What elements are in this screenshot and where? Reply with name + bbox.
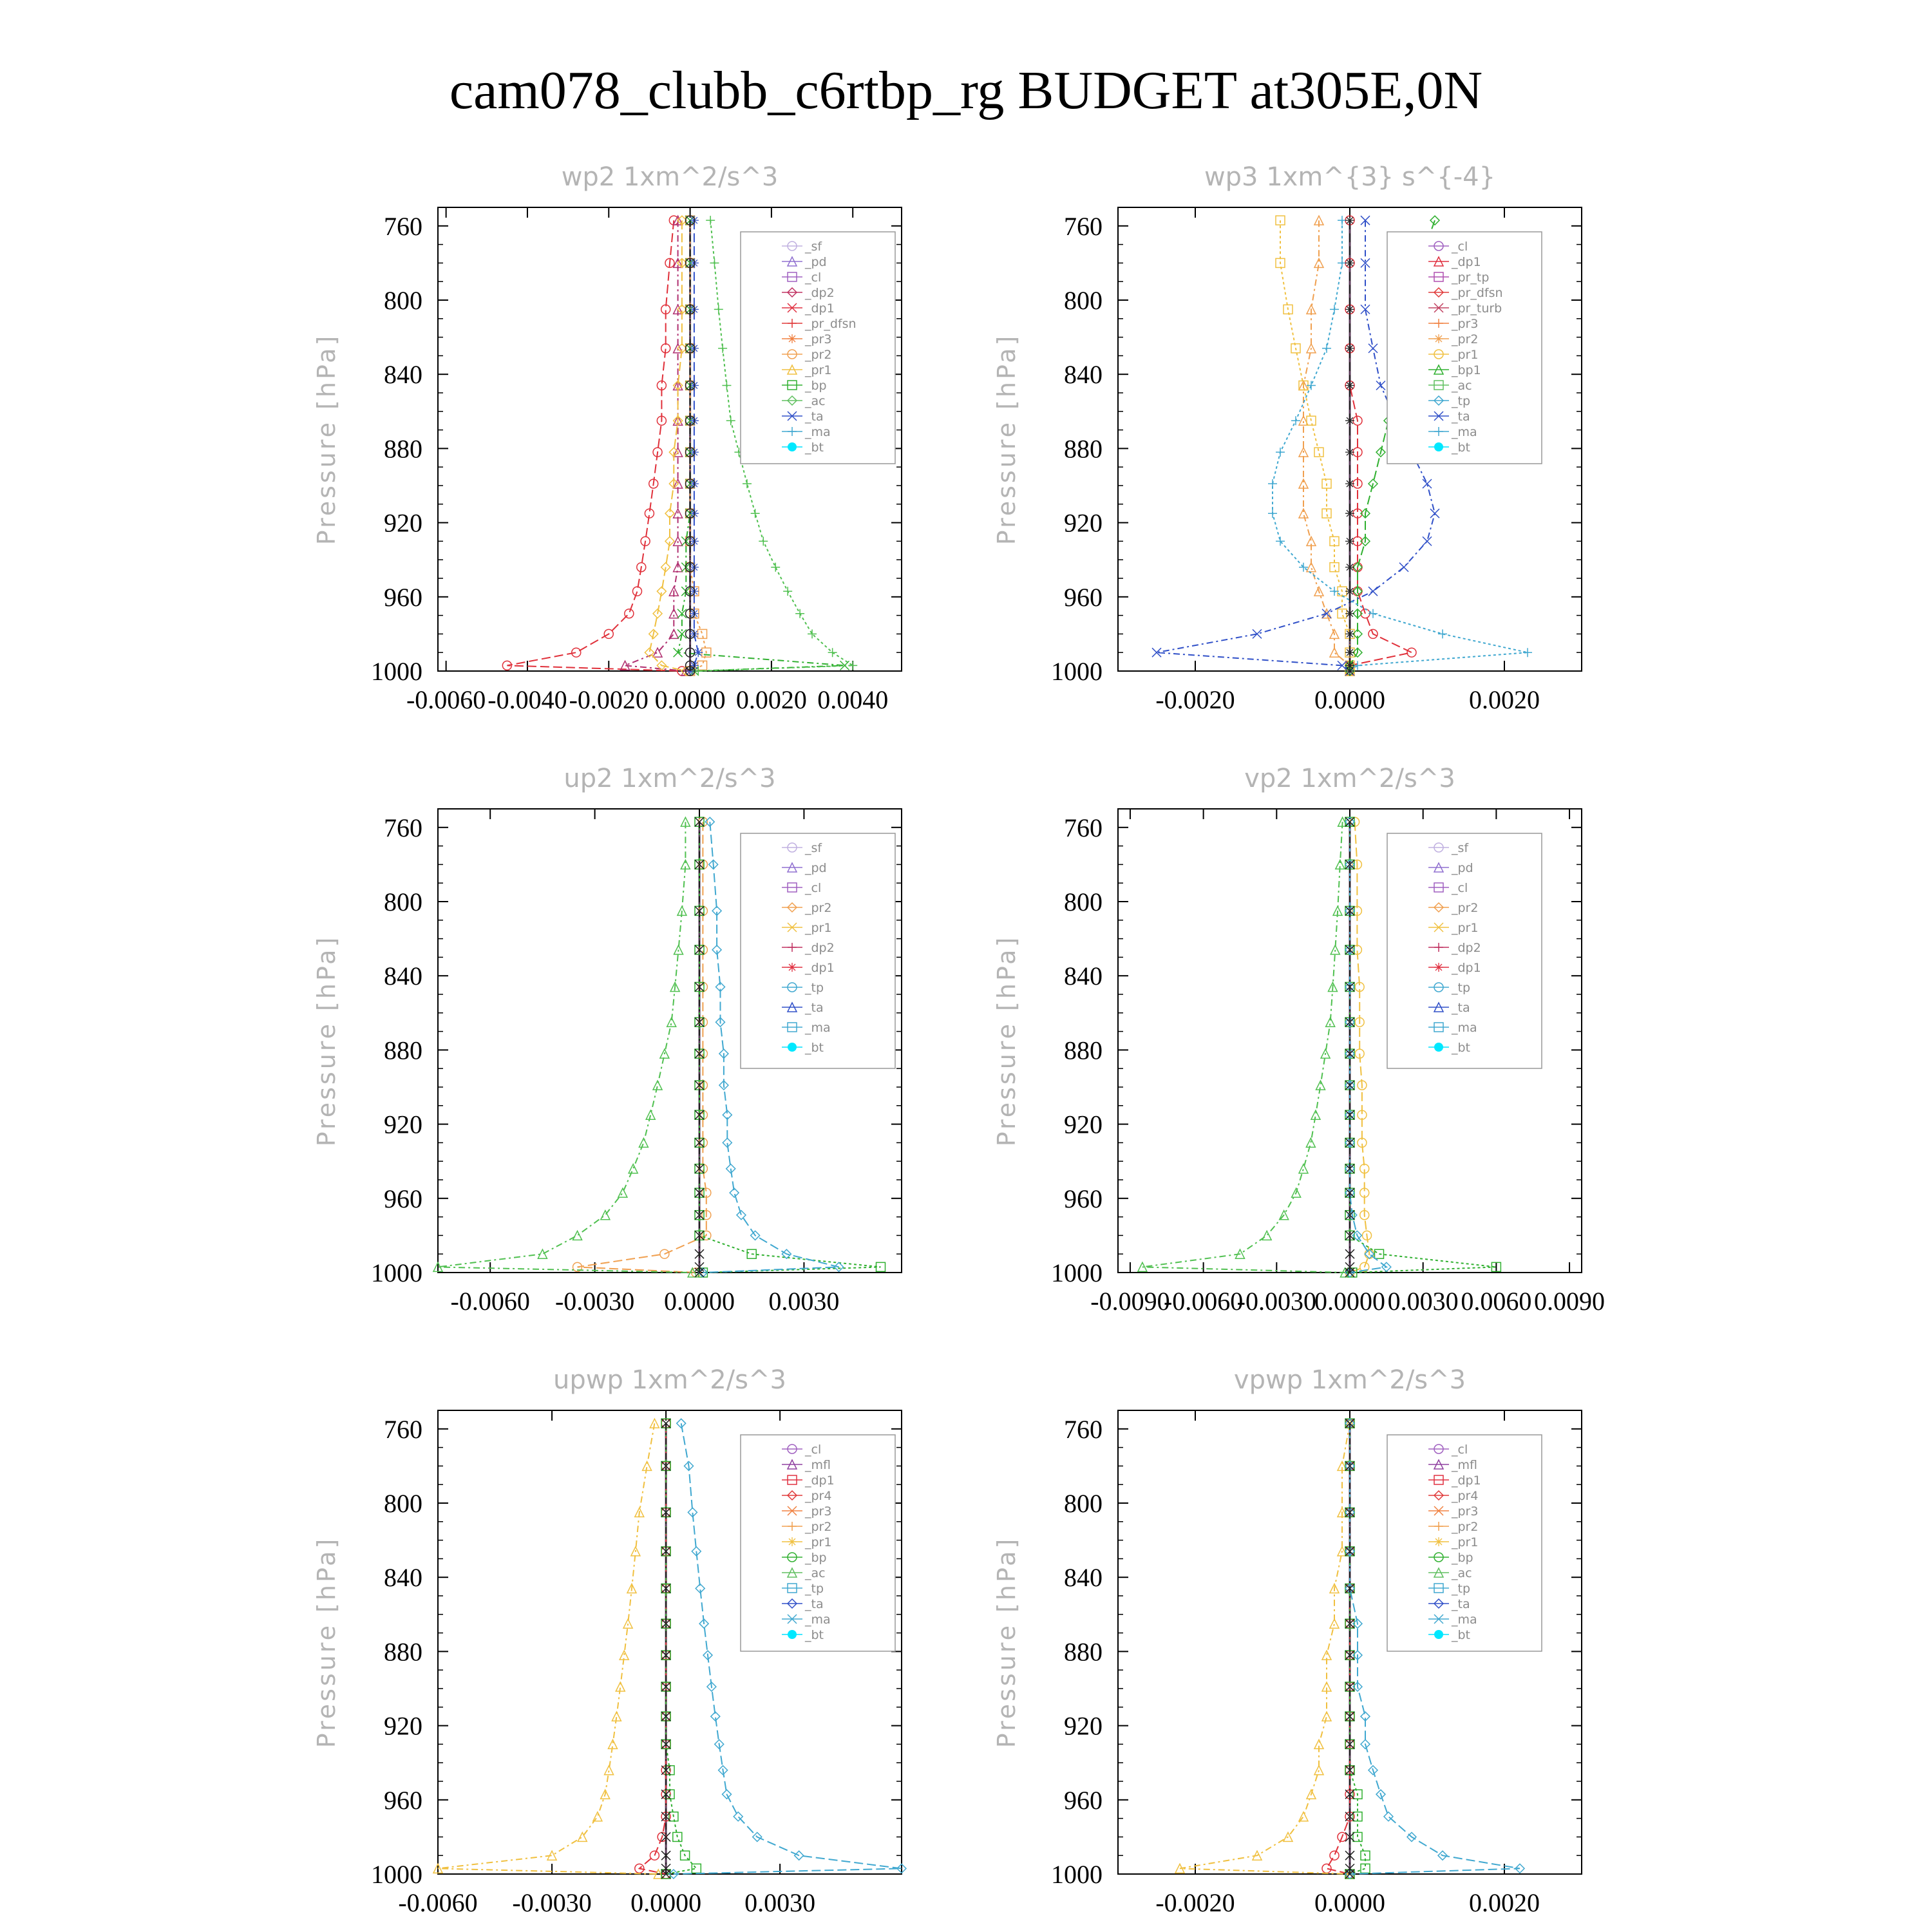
panel-title: upwp 1xm^2/s^3 xyxy=(553,1365,786,1395)
data-point xyxy=(718,344,727,353)
legend-label: _dp2 xyxy=(805,286,835,300)
series-line-pr2 xyxy=(1303,220,1350,671)
legend-swatch-marker xyxy=(788,334,797,343)
legend-swatch-marker xyxy=(788,1043,797,1052)
y-tick-label: 880 xyxy=(384,1637,422,1667)
data-point xyxy=(710,258,719,267)
y-tick-label: 1000 xyxy=(371,1860,422,1889)
data-point xyxy=(1268,479,1277,488)
data-point xyxy=(1345,479,1354,488)
data-point xyxy=(1345,344,1354,353)
y-tick-label: 1000 xyxy=(1051,657,1103,686)
legend-label: _dp1 xyxy=(1452,1473,1481,1488)
y-tick-label: 960 xyxy=(1064,1184,1103,1213)
legend-label: _bp xyxy=(805,379,827,393)
data-point xyxy=(1345,381,1354,390)
series-line-pr1 xyxy=(1180,1423,1350,1874)
data-point xyxy=(1345,448,1354,457)
series-line-pr4 xyxy=(1327,1423,1350,1874)
y-tick-label: 800 xyxy=(384,1489,422,1518)
x-tick-label: 0.0000 xyxy=(1314,1287,1385,1316)
plot-panel-4 xyxy=(992,764,1605,1316)
x-tick-label: -0.0030 xyxy=(554,1287,635,1316)
legend-label: _ma xyxy=(805,1613,831,1627)
y-tick-label: 1000 xyxy=(1051,1258,1103,1287)
legend-label: _bt xyxy=(805,1628,824,1642)
series-line-dp1 xyxy=(1142,822,1345,1273)
y-tick-label: 840 xyxy=(1064,1563,1103,1593)
y-tick-label: 840 xyxy=(384,1563,422,1593)
y-tick-label: 760 xyxy=(1064,813,1103,842)
legend-label: _dp1 xyxy=(805,961,835,975)
y-tick-label: 960 xyxy=(1064,1785,1103,1815)
legend-label: _pr1 xyxy=(805,921,832,935)
legend-label: _dp2 xyxy=(1452,941,1481,955)
series-line-pr3 xyxy=(690,220,706,671)
x-tick-label: -0.0020 xyxy=(1155,1888,1235,1917)
y-tick-label: 760 xyxy=(384,813,422,842)
legend-label: _ac xyxy=(805,394,826,408)
legend-label: _pr4 xyxy=(1452,1489,1479,1503)
data-point xyxy=(1345,536,1354,545)
legend-label: _pr_turb xyxy=(1452,301,1502,316)
y-tick-label: 800 xyxy=(1064,1489,1103,1518)
y-tick-label: 1000 xyxy=(371,657,422,686)
series-line-pr2 xyxy=(578,822,706,1273)
legend-label: _bt xyxy=(805,440,824,455)
y-axis-label: Pressure [hPa] xyxy=(992,333,1021,545)
legend-label: _pr4 xyxy=(805,1489,832,1503)
legend-label: _ta xyxy=(805,410,824,424)
data-point xyxy=(1276,536,1285,545)
legend-label: _ac xyxy=(805,1566,826,1580)
data-point xyxy=(639,1138,648,1147)
data-point xyxy=(1345,416,1354,425)
panel-title: wp3 1xm^{3} s^{-4} xyxy=(1204,162,1496,192)
x-tick-label: 0.0040 xyxy=(817,685,889,714)
data-point xyxy=(1338,258,1347,267)
legend-label: _ta xyxy=(1452,1597,1470,1611)
legend-label: _dp1 xyxy=(805,1473,835,1488)
data-point xyxy=(1423,536,1432,545)
legend-swatch-marker xyxy=(1434,1043,1443,1052)
series-line-pr1 xyxy=(438,1423,658,1874)
data-point xyxy=(1345,258,1354,267)
legend-swatch-marker xyxy=(1434,1537,1443,1546)
data-point xyxy=(1523,648,1532,657)
x-tick-label: -0.0040 xyxy=(488,685,567,714)
data-point xyxy=(1306,1138,1315,1147)
data-point xyxy=(1345,305,1354,314)
legend-label: _dp1 xyxy=(1452,961,1481,975)
y-tick-label: 880 xyxy=(1064,1036,1103,1065)
legend-label: _bp xyxy=(805,1551,827,1565)
legend-label: _pr2 xyxy=(805,1520,832,1534)
legend-label: _dp1 xyxy=(1452,255,1481,269)
legend-label: _pr_dfsn xyxy=(805,317,857,331)
data-point xyxy=(848,661,857,670)
data-point xyxy=(1345,629,1354,638)
data-point xyxy=(1345,667,1354,676)
legend-label: _ac xyxy=(1452,1566,1472,1580)
y-tick-label: 920 xyxy=(384,1711,422,1741)
data-point xyxy=(618,1188,627,1197)
y-tick-label: 760 xyxy=(1064,211,1103,241)
plot-panel-5 xyxy=(312,1365,906,1917)
data-point xyxy=(1345,216,1354,225)
data-point xyxy=(625,609,634,618)
legend-swatch-marker xyxy=(1434,442,1443,451)
data-point xyxy=(1345,648,1354,657)
data-point xyxy=(1399,563,1408,572)
data-point xyxy=(1376,381,1385,390)
data-point xyxy=(1322,609,1331,618)
y-tick-label: 800 xyxy=(1064,286,1103,315)
data-point xyxy=(653,1081,662,1090)
y-tick-label: 920 xyxy=(1064,508,1103,538)
legend-label: _cl xyxy=(805,270,822,285)
data-point xyxy=(783,587,792,596)
data-point xyxy=(751,509,760,518)
panel-title: up2 1xm^2/s^3 xyxy=(564,764,776,793)
y-axis-label: Pressure [hPa] xyxy=(312,1536,341,1748)
data-point xyxy=(674,648,683,657)
y-tick-label: 800 xyxy=(384,887,422,916)
x-tick-label: -0.0020 xyxy=(1155,685,1235,714)
y-tick-label: 840 xyxy=(1064,360,1103,390)
x-tick-label: 0.0000 xyxy=(630,1888,702,1917)
data-point xyxy=(623,1619,632,1628)
legend-label: _ma xyxy=(1452,1613,1477,1627)
series-line-pr1 xyxy=(1280,220,1350,671)
data-point xyxy=(743,479,752,488)
y-tick-label: 880 xyxy=(384,434,422,464)
x-tick-label: 0.0020 xyxy=(1469,1888,1540,1917)
y-tick-label: 1000 xyxy=(371,1258,422,1287)
y-axis-label: Pressure [hPa] xyxy=(992,934,1021,1147)
x-tick-label: 0.0030 xyxy=(1387,1287,1459,1316)
data-point xyxy=(1299,1164,1308,1173)
y-tick-label: 840 xyxy=(1064,961,1103,991)
legend-label: _pr2 xyxy=(805,348,832,362)
legend-label: _cl xyxy=(1452,240,1468,254)
x-tick-label: 0.0060 xyxy=(1461,1287,1532,1316)
series-line-bp xyxy=(666,1423,696,1874)
legend-label: _bp1 xyxy=(1452,363,1481,377)
figure-title: cam078_clubb_c6rtbp_rg BUDGET at305E,0N xyxy=(449,61,1483,120)
legend-swatch-marker xyxy=(788,1537,797,1546)
y-axis-label: Pressure [hPa] xyxy=(992,1536,1021,1748)
data-point xyxy=(726,416,735,425)
legend-label: _pr1 xyxy=(805,1535,832,1549)
data-point xyxy=(1368,344,1378,353)
data-point xyxy=(1268,509,1277,518)
data-point xyxy=(573,1231,582,1240)
data-point xyxy=(1338,216,1347,225)
legend-label: _pr3 xyxy=(805,1504,832,1519)
legend-label: _dp2 xyxy=(805,941,835,955)
data-point xyxy=(1314,448,1323,457)
y-tick-label: 920 xyxy=(1064,1711,1103,1741)
legend-label: _pr2 xyxy=(1452,901,1479,915)
legend-label: _sf xyxy=(1452,841,1469,855)
legend-label: _ma xyxy=(805,425,831,439)
legend-label: _pr2 xyxy=(1452,332,1479,346)
x-tick-label: 0.0020 xyxy=(735,685,807,714)
legend-swatch-marker xyxy=(1434,1630,1443,1639)
data-point xyxy=(1368,609,1378,618)
legend-label: _pd xyxy=(1452,861,1473,875)
legend-label: _pd xyxy=(805,861,827,875)
legend-label: _tp xyxy=(1452,394,1471,408)
x-tick-label: 0.0000 xyxy=(1314,1888,1385,1917)
legend-label: _pd xyxy=(805,255,827,269)
x-tick-label: 0.0000 xyxy=(654,685,726,714)
y-tick-label: 840 xyxy=(384,961,422,991)
legend-label: _pr2 xyxy=(1452,1520,1479,1534)
legend-swatch-marker xyxy=(788,442,797,451)
legend-label: _bt xyxy=(1452,440,1471,455)
data-point xyxy=(1330,1851,1339,1860)
data-point xyxy=(1353,1832,1362,1841)
data-point xyxy=(646,1110,655,1119)
data-point xyxy=(1291,416,1300,425)
legend-label: _pr_tp xyxy=(1452,270,1490,285)
plot-panel-6 xyxy=(992,1365,1582,1917)
legend-label: _dp1 xyxy=(805,301,835,316)
y-axis-label: Pressure [hPa] xyxy=(312,333,341,545)
legend-label: _mfl xyxy=(805,1458,831,1472)
legend-label: _ta xyxy=(1452,410,1470,424)
legend-swatch-marker xyxy=(788,963,797,972)
legend-label: _pr2 xyxy=(805,901,832,915)
data-point xyxy=(1262,1231,1271,1240)
legend-label: _ma xyxy=(805,1021,831,1035)
y-tick-label: 960 xyxy=(1064,582,1103,612)
legend-label: _pr3 xyxy=(1452,1504,1479,1519)
legend-swatch-marker xyxy=(1434,334,1443,343)
y-tick-label: 960 xyxy=(384,582,422,612)
panel-title: wp2 1xm^2/s^3 xyxy=(561,162,779,192)
y-tick-label: 880 xyxy=(1064,434,1103,464)
legend-label: _pr3 xyxy=(1452,317,1479,331)
legend-label: _tp xyxy=(1452,981,1471,995)
legend-label: _mfl xyxy=(1452,1458,1477,1472)
legend-label: _pr1 xyxy=(1452,1535,1479,1549)
data-point xyxy=(1438,629,1447,638)
data-point xyxy=(1322,1864,1331,1873)
data-point xyxy=(629,1164,638,1173)
y-tick-label: 920 xyxy=(384,508,422,538)
data-point xyxy=(698,629,707,638)
data-point xyxy=(759,536,768,545)
legend-label: _sf xyxy=(805,841,822,855)
panel-title: vpwp 1xm^2/s^3 xyxy=(1233,1365,1466,1395)
plot-panel-1 xyxy=(312,162,902,714)
y-tick-label: 1000 xyxy=(1051,1860,1103,1889)
x-tick-label: 0.0000 xyxy=(664,1287,735,1316)
data-point xyxy=(1276,448,1285,457)
data-point xyxy=(771,563,780,572)
legend-label: _ac xyxy=(1452,379,1472,393)
legend-label: _cl xyxy=(1452,881,1468,895)
legend-label: _pr_dfsn xyxy=(1452,286,1503,300)
data-point xyxy=(1345,587,1354,596)
x-tick-label: -0.0060 xyxy=(398,1888,478,1917)
data-point xyxy=(1407,648,1416,657)
data-point xyxy=(698,661,707,670)
x-tick-label: -0.0060 xyxy=(406,685,486,714)
legend-label: _tp xyxy=(805,981,824,995)
legend-swatch-marker xyxy=(788,1630,797,1639)
series-line-dp1 xyxy=(438,822,692,1273)
y-tick-label: 920 xyxy=(1064,1110,1103,1139)
y-tick-label: 800 xyxy=(384,286,422,315)
data-point xyxy=(1330,305,1339,314)
data-point xyxy=(1430,509,1439,518)
legend-label: _ma xyxy=(1452,1021,1477,1035)
legend-label: _tp xyxy=(1452,1582,1471,1596)
data-point xyxy=(808,629,817,638)
legend-label: _cl xyxy=(805,1443,822,1457)
data-point xyxy=(714,305,723,314)
data-point xyxy=(1345,609,1354,618)
legend-label: _pr1 xyxy=(1452,921,1479,935)
data-point xyxy=(1368,587,1378,596)
y-tick-label: 800 xyxy=(1064,887,1103,916)
legend-label: _pr3 xyxy=(805,332,832,346)
data-point xyxy=(632,587,641,596)
legend-label: _ma xyxy=(1452,425,1477,439)
data-point xyxy=(795,609,804,618)
legend-label: _bt xyxy=(1452,1628,1471,1642)
x-tick-label: -0.0020 xyxy=(569,685,649,714)
data-point xyxy=(1322,344,1331,353)
legend-label: _bt xyxy=(805,1041,824,1055)
data-point xyxy=(706,216,715,225)
x-tick-label: 0.0090 xyxy=(1534,1287,1605,1316)
legend-label: _pr1 xyxy=(1452,348,1479,362)
y-tick-label: 920 xyxy=(384,1110,422,1139)
y-tick-label: 760 xyxy=(384,211,422,241)
series-line-pr4 xyxy=(639,1423,666,1874)
data-point xyxy=(1423,479,1432,488)
y-tick-label: 880 xyxy=(1064,1637,1103,1667)
legend-label: _ta xyxy=(1452,1001,1470,1015)
y-tick-label: 880 xyxy=(384,1036,422,1065)
data-point xyxy=(1345,509,1354,518)
x-tick-label: -0.0090 xyxy=(1090,1287,1170,1316)
y-tick-label: 960 xyxy=(384,1184,422,1213)
x-tick-label: 0.0000 xyxy=(1314,685,1385,714)
y-tick-label: 760 xyxy=(384,1414,422,1444)
legend-label: _cl xyxy=(805,881,822,895)
data-point xyxy=(722,381,731,390)
y-axis-label: Pressure [hPa] xyxy=(312,934,341,1147)
series-line-pd xyxy=(625,220,687,671)
legend-label: _tp xyxy=(805,1582,824,1596)
legend-label: _bp xyxy=(1452,1551,1473,1565)
data-point xyxy=(737,1211,746,1220)
legend-label: _ta xyxy=(805,1597,824,1611)
x-tick-label: 0.0020 xyxy=(1469,685,1540,714)
y-tick-label: 760 xyxy=(1064,1414,1103,1444)
legend-swatch-marker xyxy=(1434,963,1443,972)
data-point xyxy=(1314,1766,1323,1775)
series-line-tp xyxy=(1350,822,1387,1273)
x-tick-label: 0.0030 xyxy=(768,1287,840,1316)
legend-label: _bt xyxy=(1452,1041,1471,1055)
x-tick-label: -0.0060 xyxy=(1163,1287,1244,1316)
series-line-pr1 xyxy=(1350,822,1369,1273)
data-point xyxy=(1276,216,1285,225)
panel-title: vp2 1xm^2/s^3 xyxy=(1244,764,1455,793)
series-line-dp1 xyxy=(507,220,682,671)
legend-label: _pr1 xyxy=(805,363,832,377)
x-tick-label: -0.0030 xyxy=(1236,1287,1316,1316)
y-tick-label: 960 xyxy=(384,1785,422,1815)
legend-label: _cl xyxy=(1452,1443,1468,1457)
plot-panel-3 xyxy=(312,764,902,1316)
legend-label: _sf xyxy=(805,240,822,254)
x-tick-label: -0.0060 xyxy=(450,1287,530,1316)
data-point xyxy=(593,1812,602,1821)
data-point xyxy=(1345,563,1354,572)
plot-panel-2 xyxy=(992,162,1582,714)
x-tick-label: 0.0030 xyxy=(744,1888,816,1917)
data-point xyxy=(1430,216,1439,225)
legend-label: _ta xyxy=(805,1001,824,1015)
y-tick-label: 840 xyxy=(384,360,422,390)
x-tick-label: -0.0030 xyxy=(512,1888,592,1917)
